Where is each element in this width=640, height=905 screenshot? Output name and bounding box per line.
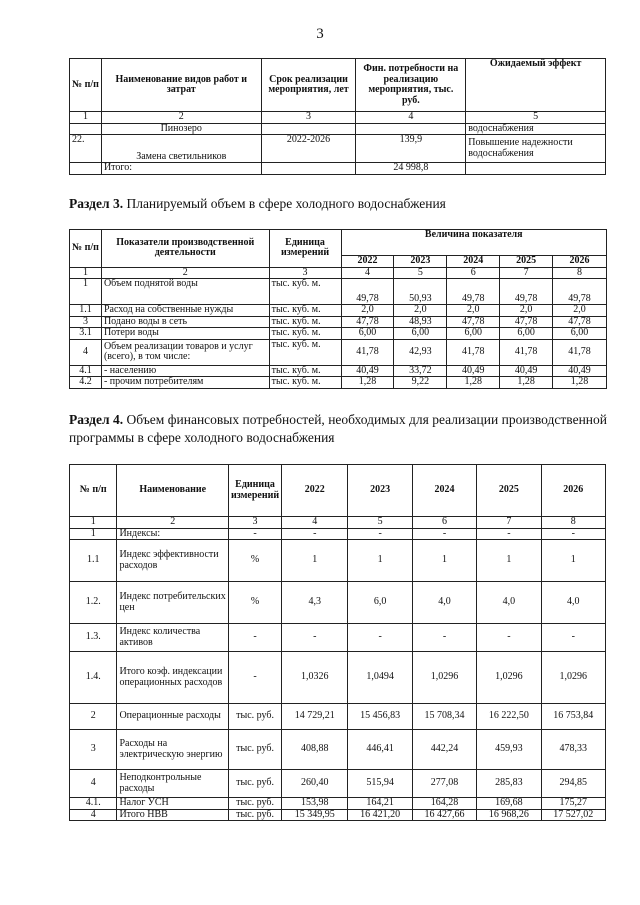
- table-cell: 2,0: [394, 305, 447, 317]
- table-cell: 1: [477, 540, 541, 582]
- table-cell: [261, 123, 356, 135]
- table-cell: 1,28: [447, 377, 500, 389]
- table-cell: 49,78: [500, 279, 553, 305]
- table-cell: 294,85: [541, 770, 605, 798]
- col-header: 2026: [541, 465, 605, 517]
- table-cell: 4,0: [412, 582, 476, 624]
- table-cell: 3: [228, 517, 281, 529]
- table-cell: 1: [70, 267, 102, 279]
- table-cell: 2: [101, 112, 261, 124]
- table-cell: 1,28: [500, 377, 553, 389]
- table-cell: тыс. руб.: [228, 798, 281, 810]
- section-title: Объем финансовых потребностей, необходимых для реализации производственной программы в сфере холодного водоснабжения: [69, 412, 608, 446]
- table-header-row: [70, 230, 607, 256]
- table-cell: тыс. куб. м.: [269, 339, 341, 365]
- table-cell: 1: [70, 517, 117, 529]
- year-header: 2025: [500, 256, 553, 268]
- table-cell: 2: [117, 517, 229, 529]
- col-header: 2024: [412, 465, 476, 517]
- table-cell: 3: [261, 112, 356, 124]
- table-cell: [466, 163, 606, 175]
- table-cell: 408,88: [282, 730, 348, 770]
- table-cell: -: [228, 624, 281, 652]
- table-cell: Расход на собственные нужды: [101, 305, 269, 317]
- table-cell: 277,08: [412, 770, 476, 798]
- table-cell: 15 349,95: [282, 809, 348, 821]
- table-cell: 3: [70, 316, 102, 328]
- table-cell: 164,21: [348, 798, 412, 810]
- table-cell: 40,49: [341, 365, 394, 377]
- table-cell: 1: [70, 279, 102, 305]
- table-cell: Индекс количества активов: [117, 624, 229, 652]
- table-cell: 5: [466, 112, 606, 124]
- table-cell: 164,28: [412, 798, 476, 810]
- table-row: [70, 730, 606, 770]
- year-header: 2023: [394, 256, 447, 268]
- table-cell: -: [228, 652, 281, 704]
- table-cell: Объем поднятой воды: [101, 279, 269, 305]
- col-header: № п/п: [70, 230, 102, 268]
- table-cell: 1: [541, 540, 605, 582]
- col-header: Наименование видов работ и затрат: [101, 59, 261, 112]
- table-cell: -: [412, 624, 476, 652]
- table-cell: Повышение надежности водоснабжения: [466, 135, 606, 163]
- table-cell: 1: [70, 528, 117, 540]
- table-cell: 2,0: [447, 305, 500, 317]
- table-cell: 1,28: [341, 377, 394, 389]
- col-header: Наименование: [117, 465, 229, 517]
- table-cell: тыс. руб.: [228, 704, 281, 730]
- table-water-volume: [69, 229, 607, 389]
- table-cell: 14 729,21: [282, 704, 348, 730]
- table-cell: -: [541, 528, 605, 540]
- table-cell: 47,78: [341, 316, 394, 328]
- table-cell: 1: [348, 540, 412, 582]
- table-cell: 40,49: [447, 365, 500, 377]
- table-cell: 175,27: [541, 798, 605, 810]
- table-cell: 3: [269, 267, 341, 279]
- table-cell: 7: [500, 267, 553, 279]
- table-cell: 40,49: [500, 365, 553, 377]
- table-cell: 1: [70, 112, 102, 124]
- table-cell: 8: [541, 517, 605, 529]
- table-cell: Налог УСН: [117, 798, 229, 810]
- table-cell: 4.2: [70, 377, 102, 389]
- table-index-row: [70, 112, 606, 124]
- table-cell: тыс. руб.: [228, 770, 281, 798]
- table-cell: тыс. куб. м.: [269, 279, 341, 305]
- table-row: [70, 365, 607, 377]
- table-cell: 6,00: [447, 328, 500, 340]
- table-cell: 446,41: [348, 730, 412, 770]
- table-row: [70, 798, 606, 810]
- table-cell: Подано воды в сеть: [101, 316, 269, 328]
- table-row: [70, 704, 606, 730]
- table-cell: -: [348, 624, 412, 652]
- table-cell: 1,0296: [412, 652, 476, 704]
- table-cell: Замена светильников: [101, 135, 261, 163]
- table-cell: тыс. куб. м.: [269, 305, 341, 317]
- table-row: [70, 377, 607, 389]
- table-row: [70, 582, 606, 624]
- table-cell: 4: [70, 339, 102, 365]
- table-cell: 4,0: [477, 582, 541, 624]
- table-cell: 47,78: [553, 316, 607, 328]
- table-cell: 260,40: [282, 770, 348, 798]
- table-cell: 6,00: [341, 328, 394, 340]
- table-cell: 5: [394, 267, 447, 279]
- table-cell: 7: [477, 517, 541, 529]
- table-cell: 4: [341, 267, 394, 279]
- table-row: [70, 328, 607, 340]
- table-cell: 49,78: [341, 279, 394, 305]
- table-cell: 3.1: [70, 328, 102, 340]
- table-cell: 8: [553, 267, 607, 279]
- table-cell: 4,0: [541, 582, 605, 624]
- table-cell: 4: [356, 112, 466, 124]
- table-cell: 1.3.: [70, 624, 117, 652]
- table-cell: 6,0: [348, 582, 412, 624]
- table-cell: 47,78: [500, 316, 553, 328]
- table-cell: 4: [282, 517, 348, 529]
- table-cell: тыс. куб. м.: [269, 377, 341, 389]
- table-cell: Индекс потребительских цен: [117, 582, 229, 624]
- table-cell: 40,49: [553, 365, 607, 377]
- table-cell: тыс. руб.: [228, 730, 281, 770]
- section-label: Раздел 4.: [69, 412, 124, 427]
- table-cell: 1,0326: [282, 652, 348, 704]
- table-cell: 1,0494: [348, 652, 412, 704]
- table-cell: 2,0: [553, 305, 607, 317]
- table-row: [70, 809, 606, 821]
- table-header-row: [70, 465, 606, 517]
- col-header: 2025: [477, 465, 541, 517]
- table-cell: Итого:: [101, 163, 261, 175]
- table-cell: Индекс эффективности расходов: [117, 540, 229, 582]
- table-row: [70, 279, 607, 305]
- table-cell: 17 527,02: [541, 809, 605, 821]
- table-row: [70, 624, 606, 652]
- table-cell: 49,78: [447, 279, 500, 305]
- table-cell: 442,24: [412, 730, 476, 770]
- col-header: № п/п: [70, 59, 102, 112]
- table-cell: Неподконтрольные расходы: [117, 770, 229, 798]
- table-cell: 2,0: [500, 305, 553, 317]
- table-cell: 1,28: [553, 377, 607, 389]
- table-cell: 15 708,34: [412, 704, 476, 730]
- table-cell: %: [228, 582, 281, 624]
- table-cell: 33,72: [394, 365, 447, 377]
- section-title: Планируемый объем в сфере холодного водоснабжения: [126, 196, 446, 211]
- table-cell: 139,9: [356, 135, 466, 163]
- table-cell: 459,93: [477, 730, 541, 770]
- table-index-row: [70, 267, 607, 279]
- table-cell: 4: [70, 809, 117, 821]
- table-row: [70, 163, 606, 175]
- table-cell: 42,93: [394, 339, 447, 365]
- col-header: Единица измерений: [269, 230, 341, 268]
- table-cell: 4,3: [282, 582, 348, 624]
- table-cell: 1: [282, 540, 348, 582]
- table-cell: 9,22: [394, 377, 447, 389]
- table-row: [70, 316, 607, 328]
- table-cell: 4.1: [70, 365, 102, 377]
- table-cell: 1.2.: [70, 582, 117, 624]
- table-cell: 16 427,66: [412, 809, 476, 821]
- table-cell: 22.: [70, 135, 102, 163]
- table-index-row: [70, 517, 606, 529]
- table-cell: Операционные расходы: [117, 704, 229, 730]
- table-cell: 15 456,83: [348, 704, 412, 730]
- table-cell: 4: [70, 770, 117, 798]
- table-cell: 1.4.: [70, 652, 117, 704]
- table-row: [70, 528, 606, 540]
- table-cell: Потери воды: [101, 328, 269, 340]
- table-row: [70, 305, 607, 317]
- table-cell: 47,78: [447, 316, 500, 328]
- table-cell: [261, 163, 356, 175]
- col-header: № п/п: [70, 465, 117, 517]
- table-cell: - прочим потребителям: [101, 377, 269, 389]
- table-cell: -: [477, 624, 541, 652]
- table-cell: Итого коэф. индексации операционных расходов: [117, 652, 229, 704]
- table-cell: 50,93: [394, 279, 447, 305]
- table-cell: 24 998,8: [356, 163, 466, 175]
- table-cell: 49,78: [553, 279, 607, 305]
- section-3-heading: [69, 196, 446, 212]
- table-cell: 1,0296: [541, 652, 605, 704]
- table-cell: 16 968,26: [477, 809, 541, 821]
- table-row: [70, 540, 606, 582]
- table-cell: 478,33: [541, 730, 605, 770]
- col-header: Ожидаемый эффект: [466, 59, 606, 112]
- table-cell: тыс. куб. м.: [269, 328, 341, 340]
- year-header: 2024: [447, 256, 500, 268]
- table-cell: Индексы:: [117, 528, 229, 540]
- section-4-heading: [69, 411, 607, 447]
- table-cell: Итого НВВ: [117, 809, 229, 821]
- table-cell: -: [282, 528, 348, 540]
- table-cell: Объем реализации товаров и услуг (всего), в том числе:: [101, 339, 269, 365]
- table-cell: водоснабжения: [466, 123, 606, 135]
- table-cell: 41,78: [553, 339, 607, 365]
- table-cell: 169,68: [477, 798, 541, 810]
- table-cell: 1,0296: [477, 652, 541, 704]
- col-header: Показатели производственной деятельности: [101, 230, 269, 268]
- table-cell: 2,0: [341, 305, 394, 317]
- col-header: Фин. потребности на реализацию мероприятия, тыс. руб.: [356, 59, 466, 112]
- table-cell: [356, 123, 466, 135]
- table-cell: -: [282, 624, 348, 652]
- table-header-row: [70, 59, 606, 112]
- table-cell: 41,78: [500, 339, 553, 365]
- table-cell: -: [348, 528, 412, 540]
- table-cell: 1: [412, 540, 476, 582]
- table-cell: 6: [447, 267, 500, 279]
- table-row: [70, 770, 606, 798]
- table-cell: 1.1: [70, 540, 117, 582]
- col-header: Срок реализации мероприятия, лет: [261, 59, 356, 112]
- table-cell: Расходы на электрическую энергию: [117, 730, 229, 770]
- col-header: Величина показателя: [341, 230, 606, 256]
- table-cell: тыс. руб.: [228, 809, 281, 821]
- table-cell: 41,78: [341, 339, 394, 365]
- col-header: Единица измерений: [228, 465, 281, 517]
- table-financial-needs: [69, 464, 606, 821]
- table-row: [70, 652, 606, 704]
- table-cell: Пинозеро: [101, 123, 261, 135]
- table-cell: 16 222,50: [477, 704, 541, 730]
- table-cell: 3: [70, 730, 117, 770]
- table-cell: [70, 163, 102, 175]
- table-cell: %: [228, 540, 281, 582]
- table-cell: 16 421,20: [348, 809, 412, 821]
- col-header: 2023: [348, 465, 412, 517]
- table-cell: 1.1: [70, 305, 102, 317]
- year-header: 2026: [553, 256, 607, 268]
- table-cell: 6,00: [553, 328, 607, 340]
- table-cell: 2022-2026: [261, 135, 356, 163]
- table-cell: 5: [348, 517, 412, 529]
- table-cell: [70, 123, 102, 135]
- table-cell: 153,98: [282, 798, 348, 810]
- table-cell: 6,00: [500, 328, 553, 340]
- page-number: 3: [316, 26, 324, 42]
- table-row: [70, 339, 607, 365]
- table-cell: тыс. куб. м.: [269, 316, 341, 328]
- year-header: 2022: [341, 256, 394, 268]
- table-cell: 2: [101, 267, 269, 279]
- table-row: [70, 135, 606, 163]
- table-cell: -: [412, 528, 476, 540]
- table-cell: 2: [70, 704, 117, 730]
- table-cell: -: [228, 528, 281, 540]
- table-cell: 6,00: [394, 328, 447, 340]
- table-cell: 48,93: [394, 316, 447, 328]
- table-cell: 16 753,84: [541, 704, 605, 730]
- table-cell: 515,94: [348, 770, 412, 798]
- table-cell: 6: [412, 517, 476, 529]
- table-cell: 285,83: [477, 770, 541, 798]
- table-activities: [69, 58, 606, 175]
- table-cell: 4.1.: [70, 798, 117, 810]
- table-cell: -: [477, 528, 541, 540]
- table-cell: тыс. куб. м.: [269, 365, 341, 377]
- table-cell: 41,78: [447, 339, 500, 365]
- table-cell: -: [541, 624, 605, 652]
- section-label: Раздел 3.: [69, 196, 124, 211]
- table-row: [70, 123, 606, 135]
- col-header: 2022: [282, 465, 348, 517]
- table-cell: - населению: [101, 365, 269, 377]
